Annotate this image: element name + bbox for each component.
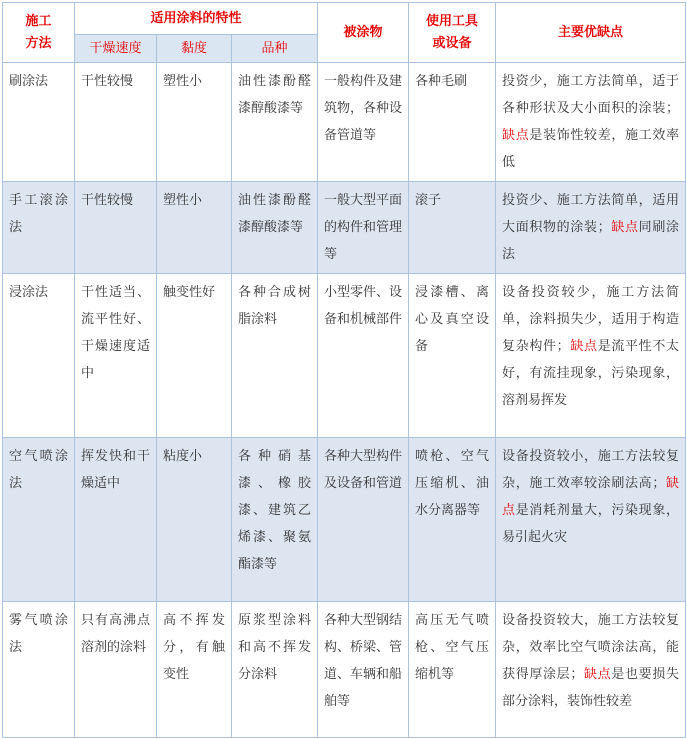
cell-viscosity: 高不挥发分，有触变性 (157, 602, 232, 738)
header-properties: 适用涂料的特性 (75, 3, 318, 35)
cell-tools: 滚子 (409, 182, 496, 274)
cell-drying: 干性较慢 (75, 182, 157, 274)
cell-drying: 干性适当、流平性好、干燥速度适中 (75, 274, 157, 438)
pros-text: 投资少，施工方法简单，适于各种形状及大小面积的涂装； (502, 74, 680, 116)
coating-methods-table (2, 2, 686, 738)
table-row (3, 602, 686, 738)
cell-tools: 喷枪、空气压缩机、油水分离器等 (409, 438, 496, 602)
cell-object: 一般大型平面的构件和管理等 (318, 182, 409, 274)
cell-tools: 各种毛刷 (409, 63, 496, 182)
cell-method: 手工滚涂法 (3, 182, 75, 274)
cell-drying: 干性较慢 (75, 63, 157, 182)
cell-variety: 原浆型涂料和高不挥发分涂料 (232, 602, 318, 738)
cons-text: 是流平性不太好，有流挂现象，污染现象，溶剂易挥发 (502, 339, 680, 408)
cell-tools: 浸漆槽、离心及真空设备 (409, 274, 496, 438)
cell-pros-cons (496, 602, 686, 738)
header-tools: 使用工具 或设备 (409, 3, 496, 63)
cell-viscosity: 塑性小 (157, 182, 232, 274)
header-coated-object: 被涂物 (318, 3, 409, 63)
cell-drying: 只有高沸点溶剂的涂料 (75, 602, 157, 738)
cons-label: 缺点 (502, 476, 680, 518)
cell-tools: 高压无气喷枪、空气压缩机等 (409, 602, 496, 738)
cell-object: 小型零件、设备和机械部件 (318, 274, 409, 438)
cell-pros-cons (496, 63, 686, 182)
table-row (3, 182, 686, 274)
cell-object: 一般构件及建筑物，各种设备管道等 (318, 63, 409, 182)
cell-variety: 油性漆酚醛漆醇酸漆等 (232, 63, 318, 182)
cell-variety: 各种合成树脂涂料 (232, 274, 318, 438)
cons-label: 缺点 (583, 667, 612, 682)
table-row (3, 438, 686, 602)
header-variety: 品种 (232, 35, 318, 63)
cell-method: 雾气喷涂法 (3, 602, 75, 738)
table-row (3, 274, 686, 438)
cons-text: 是也要损失部分涂料，装饰性较差 (502, 667, 680, 709)
pros-text: 投资少、施工方法简单，适用大面积物的涂装； (502, 193, 680, 235)
cons-text: 同刷涂法 (502, 220, 679, 262)
cell-method: 空气喷涂法 (3, 438, 75, 602)
cell-drying: 挥发快和干燥适中 (75, 438, 157, 602)
cons-label: 缺点 (569, 339, 598, 354)
table-row (3, 63, 686, 182)
header-pros-cons: 主要优缺点 (496, 3, 686, 63)
pros-text: 设备投资较少，施工方法简单，涂料损失少，适用于构造复杂构件； (502, 285, 680, 354)
cons-text: 是装饰性较差，施工效率低 (502, 128, 680, 170)
cell-variety: 各种硝基漆、橡胶漆、建筑乙烯漆、聚氨酯漆等 (232, 438, 318, 602)
cons-label: 缺点 (502, 128, 530, 143)
cons-text: 是消耗剂量大，污染现象，易引起火灾 (502, 503, 680, 545)
cell-method: 浸涂法 (3, 274, 75, 438)
cell-pros-cons (496, 438, 686, 602)
cell-pros-cons (496, 274, 686, 438)
pros-text: 设备投资较小，施工方法较复杂，施工效率较涂刷法高； (502, 449, 680, 491)
header-viscosity: 黏度 (157, 35, 232, 63)
cell-viscosity: 粘度小 (157, 438, 232, 602)
cell-variety: 油性漆酚醛漆醇酸漆等 (232, 182, 318, 274)
cell-viscosity: 塑性小 (157, 63, 232, 182)
cell-pros-cons (496, 182, 686, 274)
cell-method: 刷涂法 (3, 63, 75, 182)
pros-text: 设备投资较大，施工方法较复杂，效率比空气喷涂法高，能获得厚涂层； (502, 613, 680, 682)
cell-object: 各种大型构件及设备和管道 (318, 438, 409, 602)
header-drying-speed: 干燥速度 (75, 35, 157, 63)
cons-label: 缺点 (610, 220, 639, 235)
cell-viscosity: 触变性好 (157, 274, 232, 438)
header-method: 施工 方法 (3, 3, 75, 63)
cell-object: 各种大型钢结构、桥梁、管道、车辆和船舶等 (318, 602, 409, 738)
